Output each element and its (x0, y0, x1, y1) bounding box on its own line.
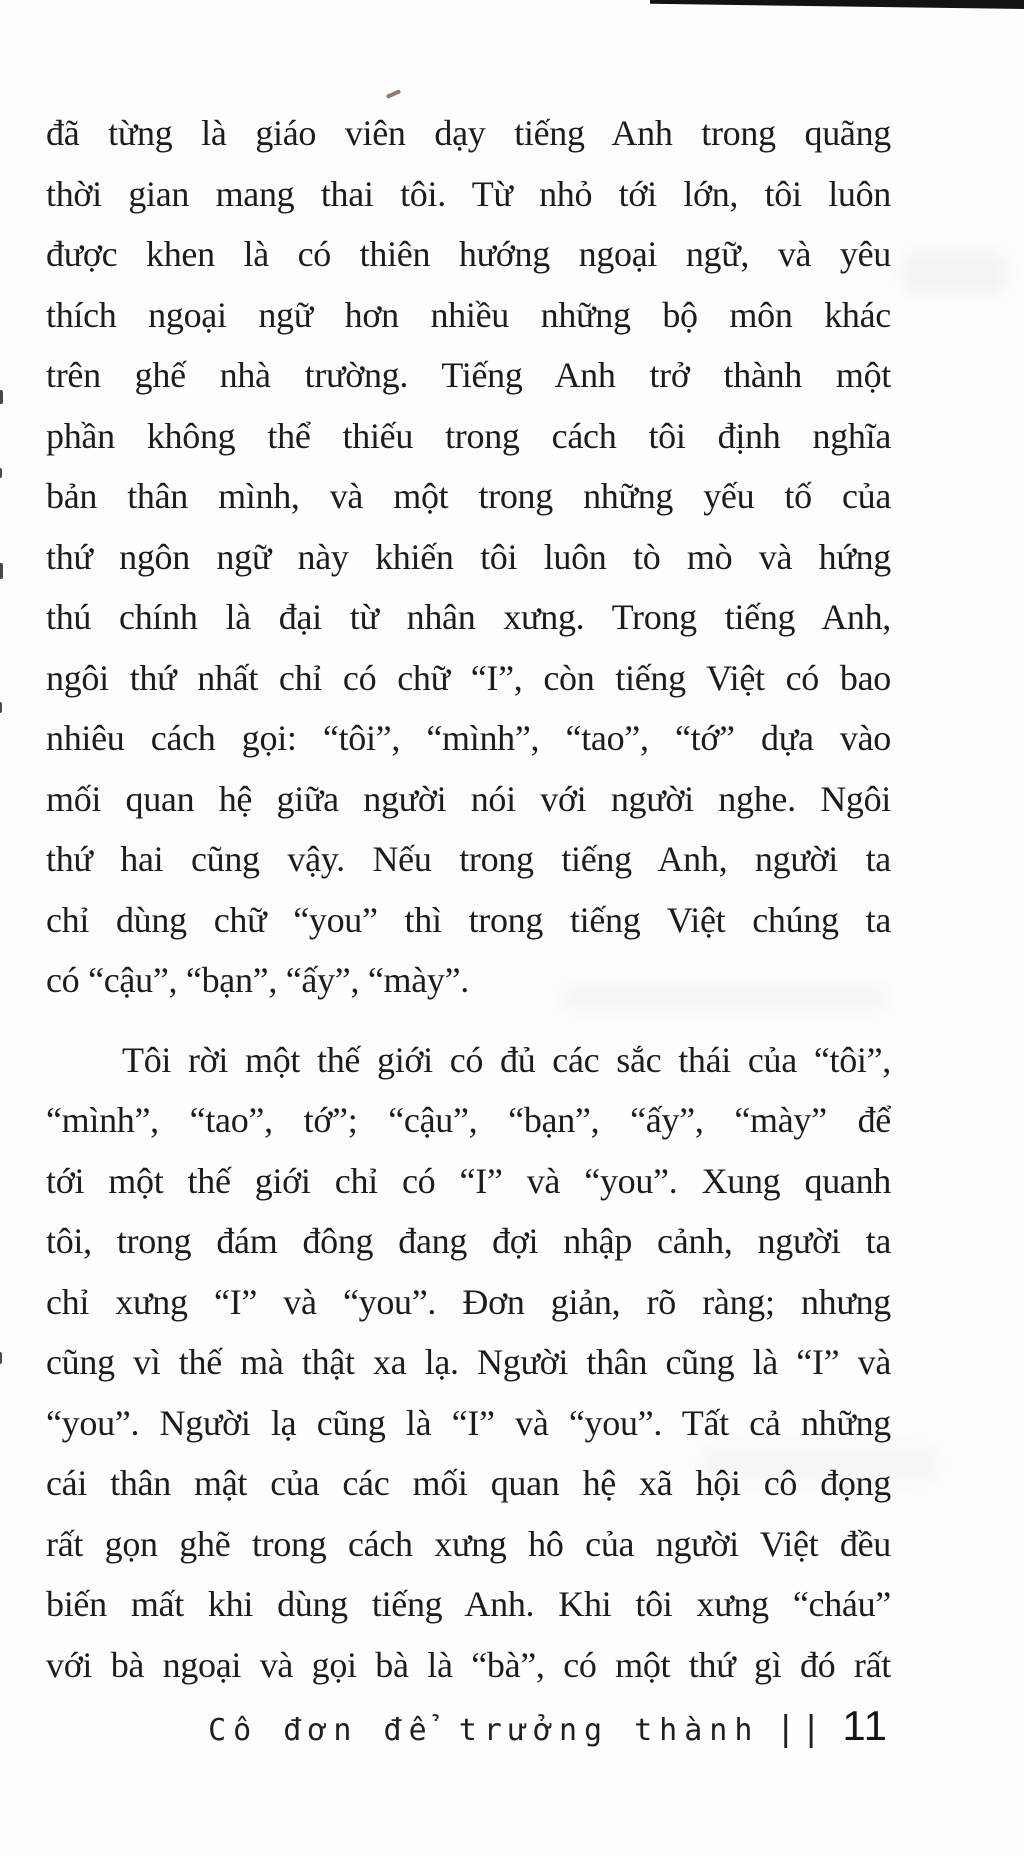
text-line: tới một thế giới chỉ có “I” và “you”. Xung quanh (46, 1160, 891, 1201)
footer-separator: || (775, 1709, 827, 1749)
text-line: được khen là có thiên hướng ngoại ngữ, và yêu (46, 234, 891, 274)
text-line: “mình”, “tao”, tớ”; “cậu”, “bạn”, “ấy”, “mày” để (46, 1100, 891, 1140)
scan-edge-mark (0, 702, 2, 713)
scan-edge-bar (650, 0, 1024, 9)
text-line: chỉ dùng chữ “you” thì trong tiếng Việt chúng ta (46, 899, 891, 940)
text-line: cái thân mật của các mối quan hệ xã hội cô đọng (46, 1463, 891, 1503)
page-footer (208, 1702, 888, 1750)
text-line: thích ngoại ngữ hơn nhiều những bộ môn khác (46, 294, 891, 335)
text-line: “you”. Người lạ cũng là “I” và “you”. Tất cả những (46, 1402, 891, 1443)
text-line: ngôi thứ nhất chỉ có chữ “I”, còn tiếng Việt có bao (46, 657, 891, 698)
text-line: thứ ngôn ngữ này khiến tôi luôn tò mò và hứng (46, 536, 891, 577)
text-line: Tôi rời một thế giới có đủ các sắc thái của “tôi”, (122, 1039, 891, 1080)
page-showthrough (900, 250, 1010, 296)
text-line: chỉ xưng “I” và “you”. Đơn giản, rõ ràng; nhưng (46, 1281, 891, 1322)
text-line: thứ hai cũng vậy. Nếu trong tiếng Anh, người ta (46, 839, 891, 879)
page-number: 11 (842, 1702, 888, 1749)
scan-edge-mark (0, 1352, 2, 1364)
scan-edge-mark (0, 563, 3, 579)
text-line: biến mất khi dùng tiếng Anh. Khi tôi xưng “cháu” (46, 1584, 891, 1624)
text-line: đã từng là giáo viên dạy tiếng Anh trong quãng (46, 113, 891, 153)
text-line: mối quan hệ giữa người nói với người nghe. Ngôi (46, 778, 891, 819)
scan-edge-mark (0, 390, 3, 404)
text-line: rất gọn ghẽ trong cách xưng hô của người Việt đều (46, 1523, 891, 1564)
text-line: thời gian mang thai tôi. Từ nhỏ tới lớn, tôi luôn (46, 173, 891, 214)
scan-edge-mark (0, 468, 2, 478)
text-line: cũng vì thế mà thật xa lạ. Người thân cũng là “I” và (46, 1342, 891, 1382)
text-line: phần không thể thiếu trong cách tôi định nghĩa (46, 415, 891, 456)
paragraph (46, 103, 891, 1011)
scan-speck (386, 89, 401, 99)
text-line: bản thân mình, và một trong những yếu tố của (46, 476, 891, 516)
text-line: nhiêu cách gọi: “tôi”, “mình”, “tao”, “tớ” dựa vào (46, 718, 891, 758)
text-line: trên ghế nhà trường. Tiếng Anh trở thành một (46, 355, 891, 395)
text-line: có “cậu”, “bạn”, “ấy”, “mày”. (46, 960, 470, 1000)
text-line: với bà ngoại và gọi bà là “bà”, có một thứ gì đó rất (46, 1644, 891, 1685)
text-line: tôi, trong đám đông đang đợi nhập cảnh, người ta (46, 1221, 891, 1261)
paragraph (46, 1030, 891, 1696)
body-text (46, 103, 891, 1695)
text-line: thú chính là đại từ nhân xưng. Trong tiếng Anh, (46, 597, 891, 637)
running-title: Cô đơn để trưởng thành (208, 1713, 760, 1748)
